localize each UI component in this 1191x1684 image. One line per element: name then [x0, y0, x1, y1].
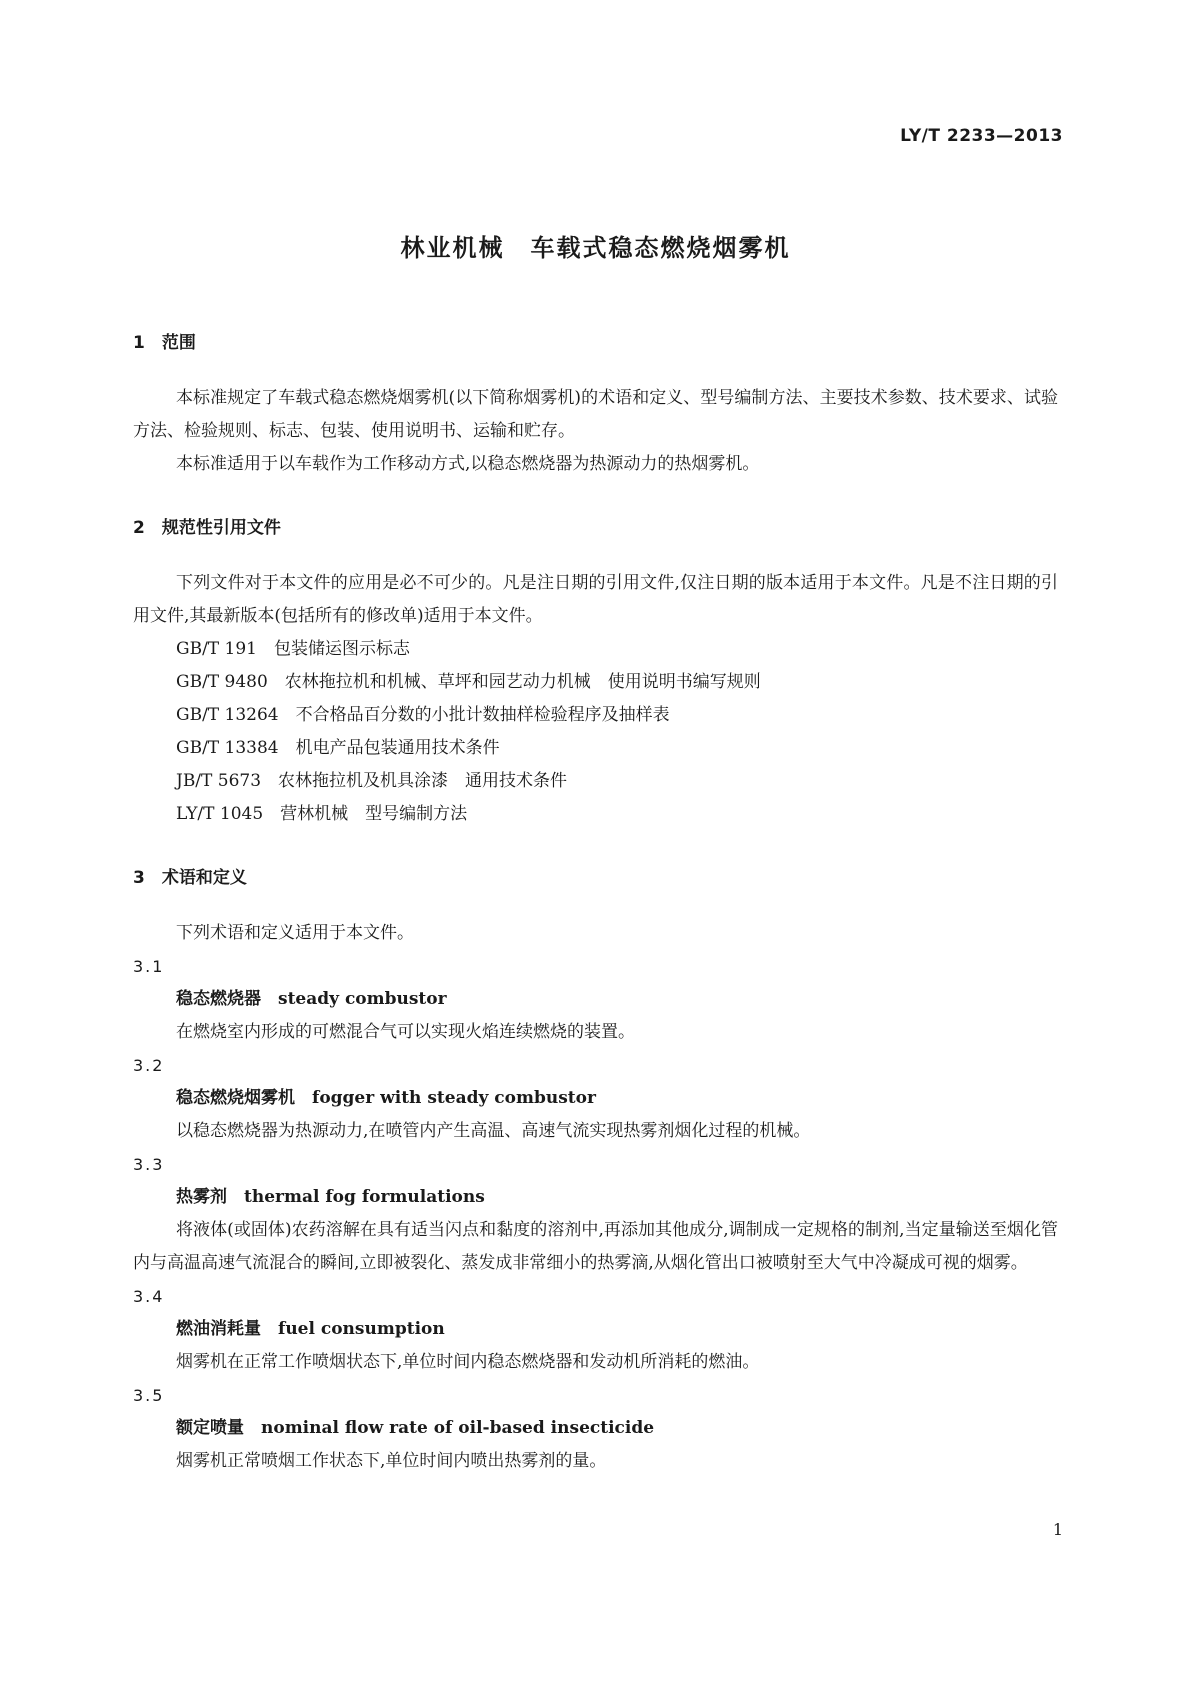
section-1-para-2: 本标准适用于以车载作为工作移动方式,以稳态燃烧器为热源动力的热烟雾机。 — [176, 454, 760, 474]
section-2-para-1: 下列文件对于本文件的应用是必不可少的。凡是注日期的引用文件,仅注日期的版本适用于本文件。凡是不注日期的引用文件,其最新版本(包括所有的修改单)适用于本文件。 — [133, 573, 1058, 626]
clause-number: 3.1 — [133, 957, 165, 976]
term-definition: 烟雾机在正常工作喷烟状态下,单位时间内稳态燃烧器和发动机所消耗的燃油。 — [176, 1352, 760, 1372]
term-heading — [133, 1313, 1058, 1346]
page-number: 1 — [1052, 1520, 1063, 1539]
section-2-heading: 2 规范性引用文件 — [133, 518, 281, 538]
term-english: steady combustor — [278, 989, 447, 1009]
reference-item: GB/T 191 包装储运图示标志 — [176, 639, 410, 659]
term-heading — [133, 1181, 1058, 1214]
term-definition: 烟雾机正常喷烟工作状态下,单位时间内喷出热雾剂的量。 — [176, 1451, 607, 1471]
standard-code: LY/T 2233—2013 — [900, 126, 1063, 146]
term-english: fogger with steady combustor — [312, 1088, 596, 1108]
reference-item: GB/T 13384 机电产品包装通用技术条件 — [176, 738, 500, 758]
term-english: fuel consumption — [278, 1319, 445, 1339]
reference-item: GB/T 13264 不合格品百分数的小批计数抽样检验程序及抽样表 — [176, 705, 670, 725]
term-english: thermal fog formulations — [244, 1187, 485, 1207]
section-3-heading: 3 术语和定义 — [133, 868, 247, 888]
clause-number: 3.4 — [133, 1287, 165, 1306]
term-heading — [133, 983, 1058, 1016]
term-definition: 以稳态燃烧器为热源动力,在喷管内产生高温、高速气流实现热雾剂烟化过程的机械。 — [176, 1121, 811, 1141]
clause-number: 3.2 — [133, 1056, 165, 1075]
clause-number: 3.3 — [133, 1155, 165, 1174]
term-definition: 将液体(或固体)农药溶解在具有适当闪点和黏度的溶剂中,再添加其他成分,调制成一定规格的制剂,当定量输送至烟化管内与高温高速气流混合的瞬间,立即被裂化、蒸发成非常细小的热雾滴,从烟化管出口被喷射至大气中冷凝成可视的烟雾。 — [133, 1220, 1058, 1273]
reference-item: JB/T 5673 农林拖拉机及机具涂漆 通用技术条件 — [176, 771, 568, 791]
term-heading — [133, 1082, 1058, 1115]
section-1-heading: 1 范围 — [133, 333, 196, 353]
document-title: 林业机械 车载式稳态燃烧烟雾机 — [400, 234, 791, 262]
clause-number: 3.5 — [133, 1386, 165, 1405]
term-chinese: 稳态燃烧烟雾机 — [176, 1088, 295, 1108]
section-3-intro: 下列术语和定义适用于本文件。 — [176, 923, 414, 943]
term-chinese: 额定喷量 — [176, 1418, 244, 1438]
term-chinese: 稳态燃烧器 — [176, 989, 261, 1009]
term-chinese: 热雾剂 — [176, 1187, 227, 1207]
reference-item: LY/T 1045 营林机械 型号编制方法 — [176, 804, 468, 824]
term-english: nominal flow rate of oil-based insecticide — [261, 1418, 655, 1438]
reference-item: GB/T 9480 农林拖拉机和机械、草坪和园艺动力机械 使用说明书编写规则 — [176, 672, 761, 692]
section-1-para-1: 本标准规定了车载式稳态燃烧烟雾机(以下简称烟雾机)的术语和定义、型号编制方法、主要技术参数、技术要求、试验方法、检验规则、标志、包装、使用说明书、运输和贮存。 — [133, 388, 1058, 441]
term-definition: 在燃烧室内形成的可燃混合气可以实现火焰连续燃烧的装置。 — [176, 1022, 635, 1042]
term-heading — [133, 1412, 1058, 1445]
term-chinese: 燃油消耗量 — [176, 1319, 261, 1339]
document-body — [133, 330, 1058, 1478]
